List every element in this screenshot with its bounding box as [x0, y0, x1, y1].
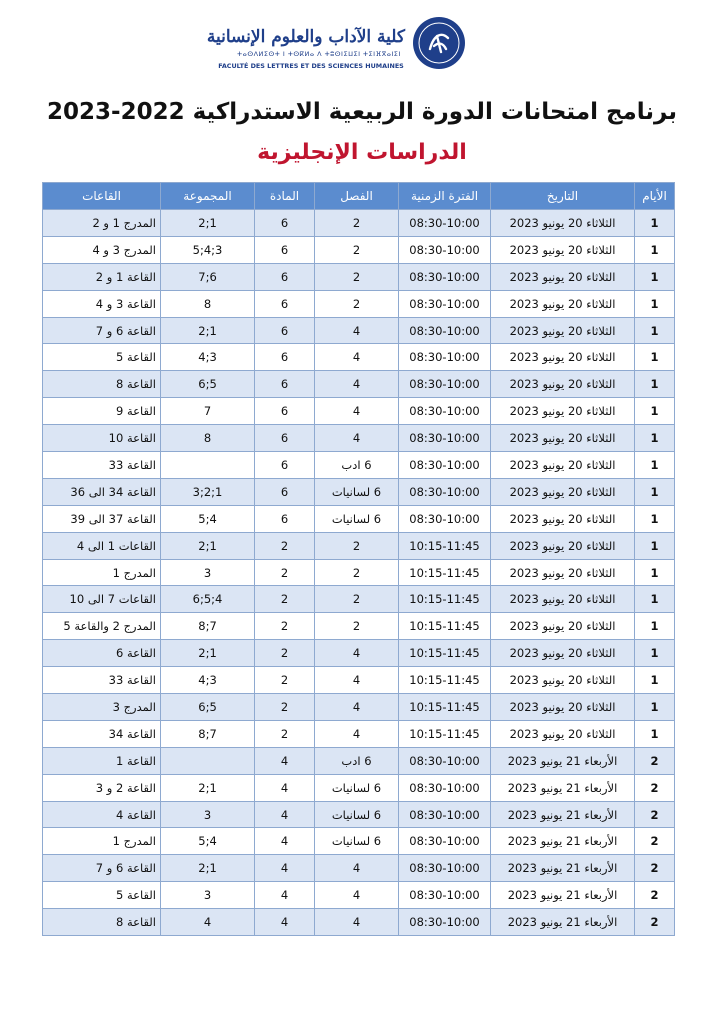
cell-semester: 4 [315, 694, 399, 721]
cell-date: الأربعاء 21 يونيو 2023 [491, 909, 635, 936]
table-row [43, 290, 675, 317]
table-row [43, 586, 675, 613]
table-body [43, 210, 675, 936]
cell-semester: 6 ادب [315, 452, 399, 479]
cell-day: 2 [635, 801, 675, 828]
cell-module: 4 [255, 909, 315, 936]
cell-room: القاعات 7 الى 10 [43, 586, 161, 613]
cell-module: 6 [255, 290, 315, 317]
cell-group: 3 [161, 801, 255, 828]
cell-semester: 4 [315, 667, 399, 694]
cell-group: 1;2 [161, 210, 255, 237]
cell-module: 6 [255, 344, 315, 371]
cell-time: 10:15-11:45 [399, 694, 491, 721]
cell-semester: 2 [315, 236, 399, 263]
cell-group: 1;2 [161, 640, 255, 667]
cell-time: 08:30-10:00 [399, 425, 491, 452]
table-row [43, 425, 675, 452]
cell-room: القاعة 9 [43, 398, 161, 425]
university-logo [412, 16, 466, 70]
cell-group: 3 [161, 559, 255, 586]
table-row [43, 236, 675, 263]
table-row [43, 505, 675, 532]
cell-module: 4 [255, 828, 315, 855]
cell-date: الثلاثاء 20 يونيو 2023 [491, 425, 635, 452]
table-row [43, 210, 675, 237]
cell-group: 8 [161, 290, 255, 317]
cell-group [161, 747, 255, 774]
faculty-name-tifinagh: ⵜⴰⵙⴷⵍⵉⵙⵜ ⵏ ⵜⵙⴽⵍⴰ ⴷ ⵜⵓⵙⵏⵉⵡⵉⵏ ⵜⵉⵏⴼⴳⴰⵏⵉⵏ [237, 50, 401, 58]
cell-module: 2 [255, 694, 315, 721]
table-row [43, 613, 675, 640]
cell-time: 08:30-10:00 [399, 263, 491, 290]
cell-module: 4 [255, 855, 315, 882]
cell-semester: 4 [315, 855, 399, 882]
cell-room: القاعة 8 [43, 371, 161, 398]
cell-room: القاعة 5 [43, 344, 161, 371]
cell-date: الثلاثاء 20 يونيو 2023 [491, 720, 635, 747]
cell-time: 10:15-11:45 [399, 613, 491, 640]
cell-date: الثلاثاء 20 يونيو 2023 [491, 452, 635, 479]
cell-date: الثلاثاء 20 يونيو 2023 [491, 290, 635, 317]
cell-date: الثلاثاء 20 يونيو 2023 [491, 613, 635, 640]
cell-semester: 6 لسانيات [315, 478, 399, 505]
cell-time: 08:30-10:00 [399, 855, 491, 882]
cell-time: 08:30-10:00 [399, 828, 491, 855]
cell-time: 08:30-10:00 [399, 882, 491, 909]
cell-day: 1 [635, 720, 675, 747]
cell-semester: 2 [315, 532, 399, 559]
table-row [43, 882, 675, 909]
cell-day: 1 [635, 694, 675, 721]
cell-day: 1 [635, 559, 675, 586]
cell-day: 2 [635, 882, 675, 909]
exam-schedule-table [42, 182, 675, 936]
cell-semester: 4 [315, 371, 399, 398]
table-row [43, 774, 675, 801]
cell-semester: 2 [315, 290, 399, 317]
cell-group: 7 [161, 398, 255, 425]
cell-time: 08:30-10:00 [399, 398, 491, 425]
cell-room: المدرج 1 [43, 559, 161, 586]
cell-date: الأربعاء 21 يونيو 2023 [491, 801, 635, 828]
table-row [43, 828, 675, 855]
cell-date: الثلاثاء 20 يونيو 2023 [491, 478, 635, 505]
table-row [43, 801, 675, 828]
cell-date: الأربعاء 21 يونيو 2023 [491, 747, 635, 774]
cell-semester: 2 [315, 613, 399, 640]
cell-room: القاعة 33 [43, 452, 161, 479]
cell-time: 08:30-10:00 [399, 747, 491, 774]
table-row [43, 478, 675, 505]
cell-time: 10:15-11:45 [399, 720, 491, 747]
header-module: المادة [255, 183, 315, 210]
cell-module: 2 [255, 720, 315, 747]
cell-time: 08:30-10:00 [399, 478, 491, 505]
cell-time: 08:30-10:00 [399, 371, 491, 398]
cell-day: 1 [635, 236, 675, 263]
cell-time: 08:30-10:00 [399, 452, 491, 479]
cell-group: 1;2;3 [161, 478, 255, 505]
cell-room: القاعة 2 و 3 [43, 774, 161, 801]
cell-semester: 4 [315, 425, 399, 452]
cell-date: الثلاثاء 20 يونيو 2023 [491, 210, 635, 237]
table-row [43, 909, 675, 936]
cell-group: 1;2 [161, 774, 255, 801]
cell-room: القاعة 1 [43, 747, 161, 774]
cell-date: الأربعاء 21 يونيو 2023 [491, 882, 635, 909]
cell-date: الأربعاء 21 يونيو 2023 [491, 774, 635, 801]
table-row [43, 747, 675, 774]
table-row [43, 720, 675, 747]
cell-room: القاعة 1 و 2 [43, 263, 161, 290]
cell-module: 4 [255, 747, 315, 774]
cell-module: 6 [255, 398, 315, 425]
page-title: برنامج امتحانات الدورة الربيعية الاستدراكية 2022-2023 [47, 99, 677, 125]
cell-room: القاعة 5 [43, 882, 161, 909]
cell-room: المدرج 3 [43, 694, 161, 721]
cell-date: الثلاثاء 20 يونيو 2023 [491, 317, 635, 344]
cell-module: 6 [255, 236, 315, 263]
cell-module: 4 [255, 882, 315, 909]
header-time: الفترة الزمنية [399, 183, 491, 210]
table-row [43, 667, 675, 694]
cell-semester: 2 [315, 210, 399, 237]
cell-module: 6 [255, 317, 315, 344]
cell-group: 1;2 [161, 855, 255, 882]
cell-date: الثلاثاء 20 يونيو 2023 [491, 667, 635, 694]
table-row [43, 371, 675, 398]
faculty-name-arabic: كلية الآداب والعلوم الإنسانية [206, 27, 405, 47]
cell-module: 6 [255, 452, 315, 479]
cell-semester: 4 [315, 344, 399, 371]
header-rooms: القاعات [43, 183, 161, 210]
cell-module: 2 [255, 640, 315, 667]
cell-module: 6 [255, 210, 315, 237]
cell-group: 8 [161, 425, 255, 452]
cell-room: القاعة 33 [43, 667, 161, 694]
cell-day: 1 [635, 532, 675, 559]
cell-module: 4 [255, 801, 315, 828]
cell-day: 1 [635, 263, 675, 290]
header-date: التاريخ [491, 183, 635, 210]
cell-room: القاعة 6 [43, 640, 161, 667]
cell-module: 6 [255, 371, 315, 398]
cell-room: القاعة 8 [43, 909, 161, 936]
cell-group [161, 452, 255, 479]
faculty-name-french: FACULTÉ DES LETTRES ET DES SCIENCES HUMAINES [218, 62, 404, 70]
cell-date: الثلاثاء 20 يونيو 2023 [491, 344, 635, 371]
cell-day: 1 [635, 613, 675, 640]
cell-day: 2 [635, 828, 675, 855]
cell-time: 08:30-10:00 [399, 210, 491, 237]
cell-group: 1;2 [161, 317, 255, 344]
cell-semester: 6 ادب [315, 747, 399, 774]
table-row [43, 317, 675, 344]
cell-group: 4;5 [161, 505, 255, 532]
cell-group: 3;4 [161, 344, 255, 371]
cell-group: 3 [161, 882, 255, 909]
header-days: الأيام [635, 183, 675, 210]
cell-semester: 4 [315, 882, 399, 909]
cell-date: الثلاثاء 20 يونيو 2023 [491, 398, 635, 425]
cell-day: 1 [635, 344, 675, 371]
cell-module: 6 [255, 505, 315, 532]
cell-module: 2 [255, 559, 315, 586]
cell-module: 2 [255, 613, 315, 640]
cell-module: 6 [255, 263, 315, 290]
cell-module: 2 [255, 532, 315, 559]
table-header-row [43, 183, 675, 210]
cell-room: المدرج 1 و 2 [43, 210, 161, 237]
cell-room: القاعة 34 [43, 720, 161, 747]
cell-group: 4;5 [161, 828, 255, 855]
cell-date: الأربعاء 21 يونيو 2023 [491, 855, 635, 882]
cell-semester: 2 [315, 586, 399, 613]
cell-semester: 4 [315, 640, 399, 667]
table-row [43, 263, 675, 290]
cell-day: 1 [635, 398, 675, 425]
cell-room: القاعة 6 و 7 [43, 855, 161, 882]
cell-time: 10:15-11:45 [399, 559, 491, 586]
faculty-header [0, 12, 724, 74]
cell-time: 10:15-11:45 [399, 532, 491, 559]
cell-semester: 6 لسانيات [315, 505, 399, 532]
cell-group: 4 [161, 909, 255, 936]
cell-date: الثلاثاء 20 يونيو 2023 [491, 505, 635, 532]
cell-semester: 6 لسانيات [315, 801, 399, 828]
cell-module: 6 [255, 478, 315, 505]
cell-day: 1 [635, 586, 675, 613]
cell-semester: 2 [315, 263, 399, 290]
cell-day: 1 [635, 371, 675, 398]
cell-day: 1 [635, 505, 675, 532]
header-semester: الفصل [315, 183, 399, 210]
cell-semester: 4 [315, 398, 399, 425]
table-row [43, 559, 675, 586]
cell-time: 10:15-11:45 [399, 667, 491, 694]
cell-semester: 4 [315, 909, 399, 936]
cell-room: القاعات 1 الى 4 [43, 532, 161, 559]
table-row [43, 532, 675, 559]
cell-module: 6 [255, 425, 315, 452]
cell-time: 10:15-11:45 [399, 586, 491, 613]
cell-date: الثلاثاء 20 يونيو 2023 [491, 586, 635, 613]
cell-room: القاعة 10 [43, 425, 161, 452]
cell-group: 7;8 [161, 613, 255, 640]
cell-group: 4;5;6 [161, 586, 255, 613]
cell-group: 6;7 [161, 263, 255, 290]
cell-room: المدرج 1 [43, 828, 161, 855]
cell-day: 1 [635, 667, 675, 694]
page-subtitle: الدراسات الإنجليزية [257, 140, 467, 165]
cell-room: القاعة 4 [43, 801, 161, 828]
cell-day: 2 [635, 909, 675, 936]
cell-date: الثلاثاء 20 يونيو 2023 [491, 694, 635, 721]
cell-day: 1 [635, 640, 675, 667]
table-row [43, 398, 675, 425]
cell-semester: 4 [315, 317, 399, 344]
cell-time: 08:30-10:00 [399, 909, 491, 936]
cell-time: 08:30-10:00 [399, 801, 491, 828]
header-group: المجموعة [161, 183, 255, 210]
cell-date: الثلاثاء 20 يونيو 2023 [491, 371, 635, 398]
cell-date: الثلاثاء 20 يونيو 2023 [491, 263, 635, 290]
cell-day: 1 [635, 452, 675, 479]
cell-day: 2 [635, 747, 675, 774]
cell-time: 08:30-10:00 [399, 290, 491, 317]
cell-time: 08:30-10:00 [399, 236, 491, 263]
cell-time: 08:30-10:00 [399, 774, 491, 801]
cell-module: 2 [255, 586, 315, 613]
table-row [43, 452, 675, 479]
cell-semester: 2 [315, 559, 399, 586]
cell-group: 5;6 [161, 694, 255, 721]
cell-day: 1 [635, 210, 675, 237]
cell-day: 1 [635, 425, 675, 452]
cell-date: الثلاثاء 20 يونيو 2023 [491, 532, 635, 559]
cell-room: القاعة 37 الى 39 [43, 505, 161, 532]
cell-time: 08:30-10:00 [399, 505, 491, 532]
cell-group: 3;4 [161, 667, 255, 694]
cell-date: الثلاثاء 20 يونيو 2023 [491, 559, 635, 586]
cell-date: الأربعاء 21 يونيو 2023 [491, 828, 635, 855]
cell-time: 08:30-10:00 [399, 317, 491, 344]
cell-module: 4 [255, 774, 315, 801]
table-row [43, 855, 675, 882]
cell-date: الثلاثاء 20 يونيو 2023 [491, 236, 635, 263]
cell-day: 1 [635, 478, 675, 505]
cell-room: المدرج 2 والقاعة 5 [43, 613, 161, 640]
cell-day: 1 [635, 317, 675, 344]
cell-time: 08:30-10:00 [399, 344, 491, 371]
cell-group: 3;4;5 [161, 236, 255, 263]
cell-day: 1 [635, 290, 675, 317]
cell-day: 2 [635, 855, 675, 882]
cell-room: المدرج 3 و 4 [43, 236, 161, 263]
cell-semester: 6 لسانيات [315, 774, 399, 801]
table-row [43, 344, 675, 371]
cell-time: 10:15-11:45 [399, 640, 491, 667]
cell-room: القاعة 6 و 7 [43, 317, 161, 344]
cell-day: 2 [635, 774, 675, 801]
cell-group: 7;8 [161, 720, 255, 747]
cell-semester: 4 [315, 720, 399, 747]
table-row [43, 694, 675, 721]
cell-semester: 6 لسانيات [315, 828, 399, 855]
cell-group: 1;2 [161, 532, 255, 559]
cell-room: القاعة 3 و 4 [43, 290, 161, 317]
table-row [43, 640, 675, 667]
cell-room: القاعة 34 الى 36 [43, 478, 161, 505]
cell-module: 2 [255, 667, 315, 694]
cell-date: الثلاثاء 20 يونيو 2023 [491, 640, 635, 667]
cell-group: 5;6 [161, 371, 255, 398]
